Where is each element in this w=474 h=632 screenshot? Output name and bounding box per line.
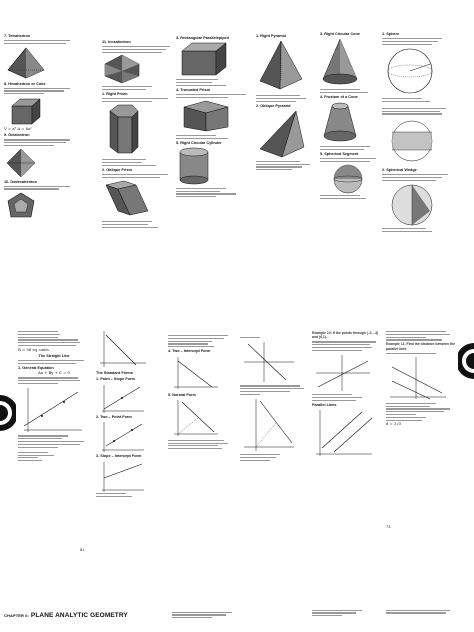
section-title: 3. Slope – Intercept Form <box>96 454 142 459</box>
formula-lines <box>176 79 252 86</box>
point-slope-figure <box>96 383 146 413</box>
section-title: 11. Icosahedron <box>102 40 131 44</box>
section-title: 1. Right Prism <box>102 91 128 96</box>
cube-formula: V = a³ A = 6a² <box>4 125 32 131</box>
paragraph <box>386 331 460 341</box>
paragraph <box>382 38 472 45</box>
dodecahedron-figure <box>4 191 38 221</box>
spherical-segment-figure <box>320 164 376 194</box>
formula-lines <box>168 440 238 450</box>
formula-lines <box>320 195 380 199</box>
paragraph <box>18 360 90 364</box>
distance-parallel-figure <box>386 355 448 401</box>
example-lines <box>240 385 310 392</box>
hexagonal-prism-figure <box>102 103 146 157</box>
section-title: 8. Hexahedron or Cube <box>4 81 46 86</box>
page-chapter-start <box>0 590 474 632</box>
formula-lines <box>320 89 380 93</box>
section-title: 10. Dodecahedron <box>4 179 37 184</box>
example-11-text: Example 11: Find the distance between the parallel lines <box>386 342 455 351</box>
cone-figure <box>320 37 364 87</box>
section-title: 4. Frustum of a Cone <box>320 94 358 99</box>
solution-lines <box>240 337 310 338</box>
formula-lines <box>18 435 90 439</box>
paragraph <box>4 139 74 146</box>
column-1 <box>4 0 74 285</box>
oblique-prism-figure <box>102 179 152 219</box>
paragraph <box>312 608 372 618</box>
example-lines <box>386 353 460 354</box>
section-title: 1. General Equation <box>18 366 54 371</box>
page-number: 81 <box>80 547 85 552</box>
formula-lines <box>168 343 238 347</box>
paragraph <box>382 108 472 115</box>
page-straight-line <box>0 325 474 580</box>
paragraph <box>4 186 74 190</box>
section-title: 2. Oblique Pyramid <box>256 103 291 108</box>
example-lines <box>18 441 90 448</box>
formula-lines <box>102 159 174 166</box>
chapter-title: PLANE ANALYTIC GEOMETRY <box>30 612 128 619</box>
paragraph <box>176 94 252 98</box>
column-d <box>240 325 310 580</box>
section-title: 7. Tetrahedron <box>4 34 31 38</box>
column-b <box>96 325 166 580</box>
octahedron-figure <box>4 148 38 178</box>
formula-lines <box>382 98 472 102</box>
two-point-figure <box>96 420 146 452</box>
section-title: 5. Spherical Segment <box>320 151 359 156</box>
tetrahedron-figure <box>4 46 48 80</box>
icosahedron-figure <box>102 54 142 84</box>
formula-lines <box>320 146 380 150</box>
oblique-pyramid-figure <box>256 109 310 159</box>
normal-form-figure <box>168 398 220 438</box>
formula-lines <box>312 394 384 401</box>
sphere-figure <box>382 46 438 96</box>
formula-lines <box>96 493 166 497</box>
formula-lines <box>386 403 460 407</box>
parallelepiped-figure <box>176 41 236 77</box>
example-10-text: Example 10: If the points through (–2, –4) and (6,1)… <box>312 331 379 340</box>
matrix-lines <box>18 331 90 346</box>
paragraph <box>18 377 90 384</box>
formula-lines <box>240 454 310 461</box>
cube-figure <box>4 96 44 126</box>
line-through-points-figure <box>312 353 372 393</box>
section-title: Parallel Lines <box>312 402 337 407</box>
column-f <box>386 325 460 580</box>
paragraph <box>172 610 232 620</box>
solution-graph-figure <box>240 340 296 384</box>
solution-lines <box>240 394 310 395</box>
paragraph <box>102 46 174 53</box>
section-title: 9. Octahedron <box>4 133 30 138</box>
cylinder-figure <box>176 146 212 186</box>
column-2 <box>102 0 174 285</box>
paragraph <box>386 608 456 615</box>
paragraph <box>102 174 174 178</box>
section-title: 4. Truncated Prism <box>176 87 210 92</box>
formula-lines <box>102 221 174 228</box>
truncated-prism-figure <box>176 99 236 133</box>
formula-lines <box>386 414 460 421</box>
spherical-wedge-figure <box>382 183 442 227</box>
paragraph <box>102 98 174 102</box>
frustum-cone-figure <box>320 100 360 144</box>
section-title: 4. Two – Intercept Form <box>168 349 211 354</box>
section-title: 5. Normal Form <box>168 392 196 397</box>
section-title: 2. Two – Point Form <box>96 414 132 419</box>
formula-lines <box>256 95 318 102</box>
section-title: 3. Rectangular Parallelepiped <box>176 36 229 40</box>
solution-lines <box>18 452 90 462</box>
column-6 <box>382 0 472 285</box>
paragraph <box>4 88 74 95</box>
section-title: 1. Right Pyramid <box>256 34 286 38</box>
formula-lines <box>102 86 174 90</box>
section-title: 5. Right Circular Cylinder <box>176 140 222 145</box>
paragraph <box>382 174 472 181</box>
pyramid-figure <box>256 39 306 93</box>
slope-intercept-figure <box>96 460 146 492</box>
spherical-segment-bands-figure <box>382 116 442 166</box>
paragraph <box>4 40 74 44</box>
page-edge-decoration <box>0 395 16 431</box>
paragraph <box>320 158 380 162</box>
line-graph-figure <box>18 386 84 434</box>
general-equation: Ax + By + C = 0 <box>38 370 70 376</box>
distance-answer: d = 2√5 <box>386 421 402 427</box>
example-lines <box>386 408 460 412</box>
column-a <box>18 325 90 580</box>
page-solid-geometry <box>0 0 474 285</box>
matrix-result: R = 56 sq. units <box>18 346 49 352</box>
column-c <box>168 325 238 580</box>
normal-distance-figure <box>240 397 296 453</box>
formula-lines <box>256 161 318 171</box>
descending-line-figure <box>96 329 148 369</box>
formula-lines <box>176 135 252 139</box>
column-e <box>312 325 384 580</box>
example-lines <box>312 341 384 351</box>
page-number: 73 <box>386 524 391 529</box>
intercept-form-figure <box>168 355 220 391</box>
section-title: 1. Sphere <box>382 32 400 36</box>
column-5 <box>320 0 380 285</box>
section-title: 2. Spherical Wedge <box>382 168 417 173</box>
paragraph <box>168 335 238 342</box>
column-3 <box>176 0 252 285</box>
formula-lines <box>382 228 472 232</box>
section-title: The Standard Forms <box>96 371 133 375</box>
chapter-label: CHAPTER 6: <box>4 613 30 618</box>
section-title: The Straight Line <box>38 354 70 359</box>
section-title: 2. Oblique Prism <box>102 167 132 172</box>
section-title: 1. Point – Slope Form <box>96 377 135 382</box>
formula-lines <box>176 188 252 198</box>
page-edge-decoration <box>458 343 474 379</box>
section-title: 3. Right Circular Cone <box>320 32 360 36</box>
parallel-lines-figure <box>312 408 374 458</box>
chapter-heading <box>4 612 128 619</box>
column-4 <box>256 0 318 285</box>
